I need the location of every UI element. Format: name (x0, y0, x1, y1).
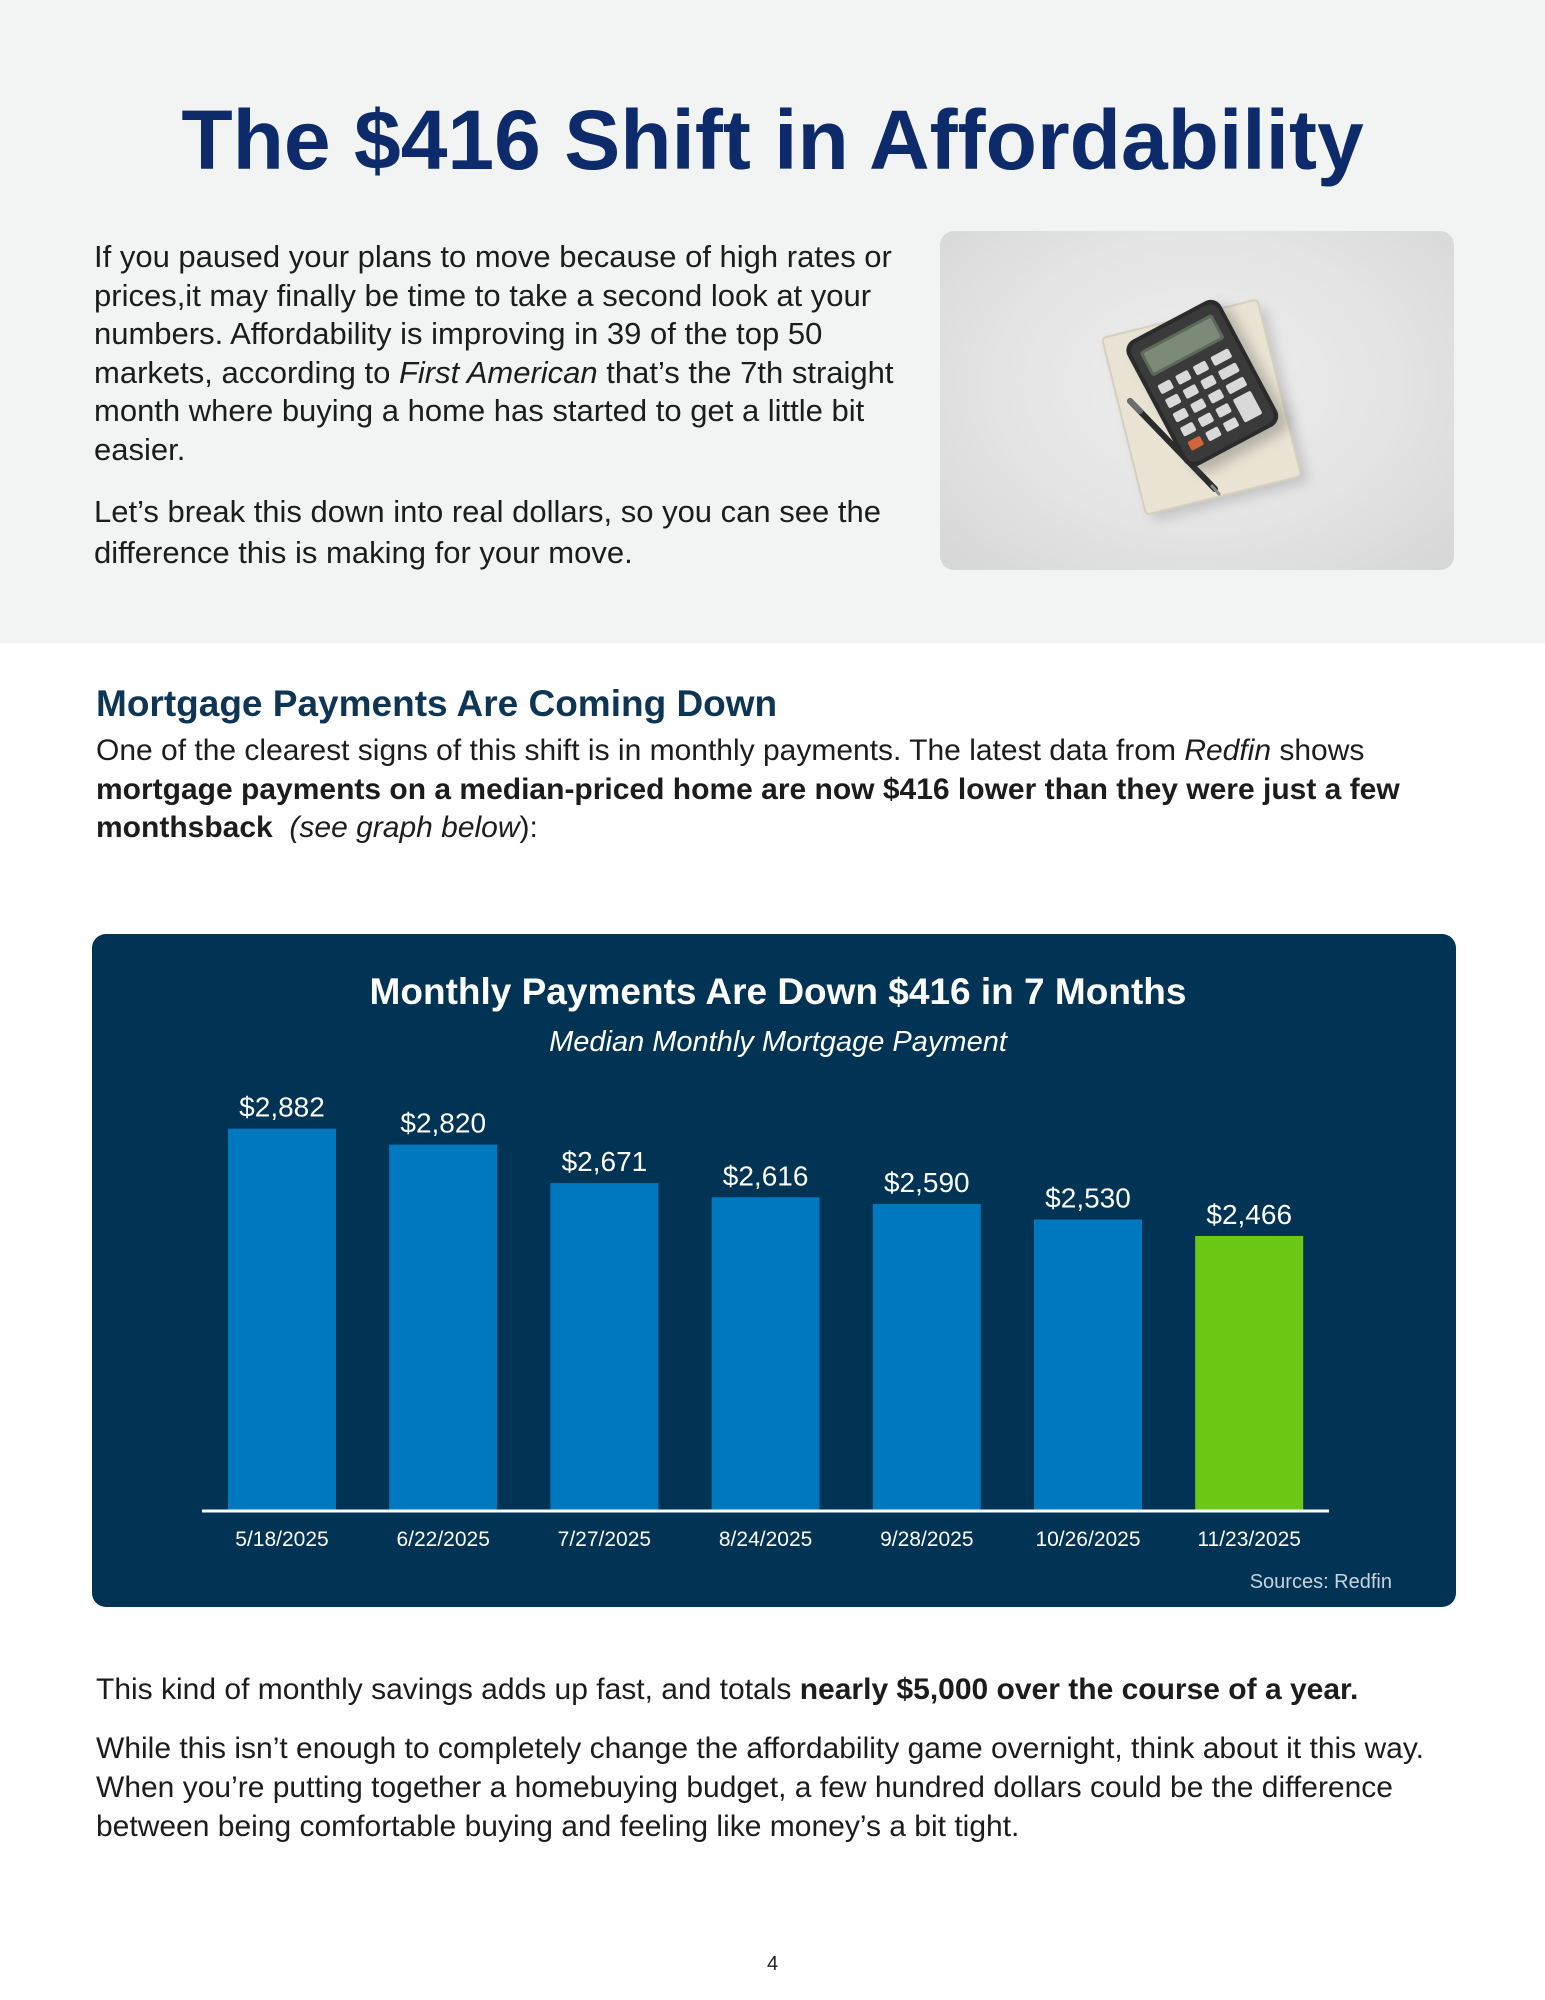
calculator-notebook-image (940, 231, 1454, 570)
bar-value-label: $2,882 (239, 1091, 325, 1123)
section-bold-statement: mortgage payments on a median-priced home are now $416 lower than they were just a few monthsback (96, 772, 1400, 844)
bar-value-label: $2,671 (561, 1146, 648, 1178)
bar-8-24-2025 (712, 1197, 820, 1511)
intro-paragraph-1 (94, 238, 894, 469)
bar-7-27-2025 (550, 1183, 658, 1511)
page-number: 4 (766, 1953, 779, 1975)
x-tick-label: 10/26/2025 (1035, 1528, 1141, 1551)
bar-9-28-2025 (873, 1204, 981, 1511)
section-body (96, 732, 1456, 848)
closing-paragraph-1 (96, 1670, 1496, 1709)
x-tick-label: 6/22/2025 (396, 1528, 490, 1551)
bar-5-18-2025 (228, 1129, 336, 1511)
closing-text-part: This kind of monthly savings adds up fast, and totals (96, 1673, 792, 1706)
bar-6-22-2025 (389, 1145, 497, 1511)
bar-value-label: $2,616 (722, 1160, 809, 1192)
closing-bold-statement: nearly $5,000 over the course of a year. (799, 1673, 1359, 1706)
source-first-american: First American (398, 354, 598, 390)
x-tick-label: 9/28/2025 (880, 1528, 974, 1551)
closing-paragraph-2: While this isn’t enough to completely change the affordability game overnight, think about it this way. When you’re putting together a homebuying budget, a few hundred dollars could be the difference between being comfortable buying and feeling like money’s a bit tight. (96, 1732, 1424, 1843)
intro-text-part: that’s the 7th straight month where buying a home has started to get a little bit easier. (94, 354, 894, 467)
calculator-photo (940, 231, 1454, 570)
x-tick-label: 8/24/2025 (718, 1528, 813, 1551)
intro-text (94, 238, 894, 573)
chart-panel (92, 934, 1456, 1607)
bar-value-label: $2,820 (400, 1107, 487, 1139)
chart-title: Monthly Payments Are Down $416 in 7 Months (369, 971, 1187, 1012)
bar-11-23-2025 (1195, 1236, 1303, 1511)
x-tick-label: 7/27/2025 (557, 1528, 652, 1551)
chart-subtitle: Median Monthly Mortgage Payment (549, 1026, 1007, 1058)
section-heading: Mortgage Payments Are Coming Down (96, 683, 778, 724)
section-text-part: One of the clearest signs of this shift is in monthly payments. The latest data from (96, 734, 1176, 767)
x-tick-label: 5/18/2025 (235, 1528, 329, 1551)
section-text-part: shows (1279, 734, 1365, 767)
source-redfin: Redfin (1184, 734, 1272, 767)
bar-10-26-2025 (1034, 1219, 1142, 1511)
see-graph-note: (see graph below (289, 811, 520, 844)
page-title: The $416 Shift in Affordability (181, 93, 1364, 187)
intro-paragraph-2: Let’s break this down into real dollars, so you can see the difference this is making for your move. (94, 494, 881, 570)
bar-value-label: $2,466 (1206, 1198, 1293, 1230)
bar-value-label: $2,590 (883, 1166, 970, 1198)
section-text-end: ): (519, 811, 538, 844)
chart-source: Sources: Redfin (1249, 1571, 1392, 1593)
bar-value-label: $2,530 (1045, 1182, 1131, 1214)
closing-text (96, 1670, 1496, 1846)
x-tick-label: 11/23/2025 (1197, 1528, 1301, 1551)
bar-chart (92, 934, 1456, 1607)
intro-text-part: If you paused your plans to move because of high rates or prices,it may finally be time to take a second look at your numbers. Affordability is improving in 39 of the top 50 markets, according to (94, 239, 892, 390)
